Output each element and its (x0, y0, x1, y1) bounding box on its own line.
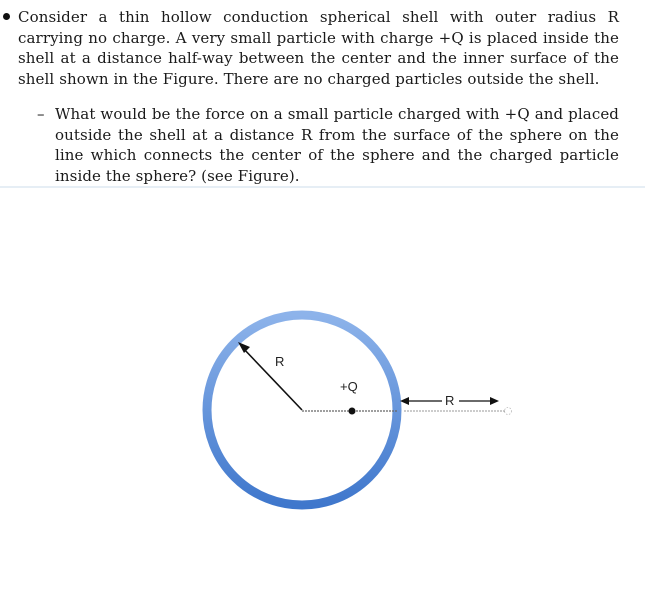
sub-question-dash: – (37, 105, 45, 123)
question-text-block (0, 0, 645, 188)
inner-charge-label: +Q (340, 379, 358, 394)
radius-arrowhead (238, 342, 250, 353)
radius-line (242, 347, 302, 410)
outer-particle-position (505, 408, 512, 415)
spherical-shell-figure (0, 190, 645, 590)
sub-question-paragraph: What would be the force on a small particle charged with +Q and placed outside the shell at a distance R from the surface of the sphere on the line which connects the center of the sphere and the charged particle inside the sphere? (see Figure). (55, 105, 619, 185)
distance-left-arrowhead (400, 397, 409, 405)
distance-label: R (445, 393, 455, 408)
distance-right-arrowhead (490, 397, 499, 405)
radius-label: R (275, 354, 285, 369)
inner-charge-dot (349, 408, 356, 415)
bullet-point (3, 13, 10, 20)
question-main-paragraph: Consider a thin hollow conduction spherical shell with outer radius R carrying no charge. A very small particle with charge +Q is placed inside the shell at a distance half-way between the center and the inner surface of the shell shown in the Figure. There are no charged particles outside the shell. (18, 8, 619, 88)
